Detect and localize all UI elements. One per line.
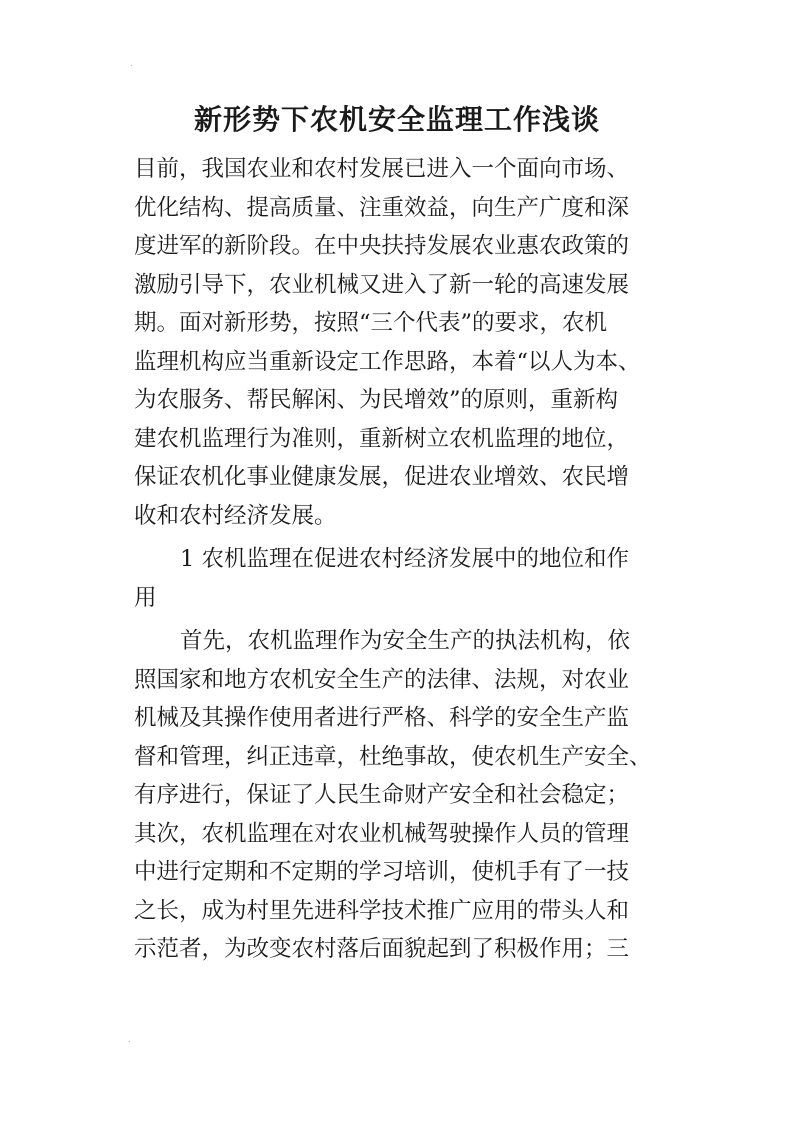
text-line: 激励引导下，农业机械又进入了新一轮的高速发展	[134, 271, 630, 298]
corner-mark-bottom-left: .	[128, 1035, 131, 1044]
text-line: 机械及其操作使用者进行严格、科学的安全生产监	[134, 705, 630, 731]
text-line: 之长，成为村里先进科学技术推广应用的带头人和	[134, 897, 630, 924]
text-line: 首先，农机监理作为安全生产的执法机构，依	[180, 628, 631, 654]
corner-mark-top-left: .	[130, 59, 133, 68]
document-title: 新形势下农机安全监理工作浅谈	[193, 103, 600, 136]
paragraph-intro	[134, 150, 674, 535]
section-heading-1	[134, 540, 674, 617]
text-line: 保证农机化事业健康发展，促进农业增效、农民增	[134, 464, 630, 490]
text-line: 度进军的新阶段。在中央扶持发展农业惠农政策的	[134, 233, 630, 259]
heading-line: 1 农机监理在促进农村经济发展中的地位和作	[180, 546, 629, 572]
text-line: 照国家和地方农机安全生产的法律、法规，对农业	[134, 666, 630, 693]
text-line: 收和农村经济发展。	[134, 502, 337, 529]
document-body	[134, 150, 674, 969]
text-line: 为农服务、帮民解闲、为民增效”的原则，重新构	[134, 387, 619, 413]
text-line: 监理机构应当重新设定工作思路，本着“以人为本、	[134, 348, 641, 375]
text-line: 督和管理，纠正违章，杜绝事故，使农机生产安全、	[134, 743, 652, 770]
text-line: 有序进行，保证了人民生命财产安全和社会稳定；	[134, 782, 630, 808]
text-line: 建农机监理行为准则，重新树立农机监理的地位，	[134, 425, 630, 452]
text-line: 示范者，为改变农村落后面貌起到了积极作用；三	[134, 936, 630, 962]
heading-line: 用	[134, 584, 157, 611]
text-line: 期。面对新形势，按照“三个代表”的要求，农机	[134, 310, 608, 336]
paragraph-section-1	[134, 622, 674, 969]
text-line: 优化结构、提高质量、注重效益，向生产广度和深	[134, 194, 630, 221]
text-line: 目前，我国农业和农村发展已进入一个面向市场、	[134, 156, 630, 182]
text-line: 其次，农机监理在对农业机械驾驶操作人员的管理	[134, 820, 630, 847]
text-line: 中进行定期和不定期的学习培训，使机手有了一技	[134, 859, 630, 885]
